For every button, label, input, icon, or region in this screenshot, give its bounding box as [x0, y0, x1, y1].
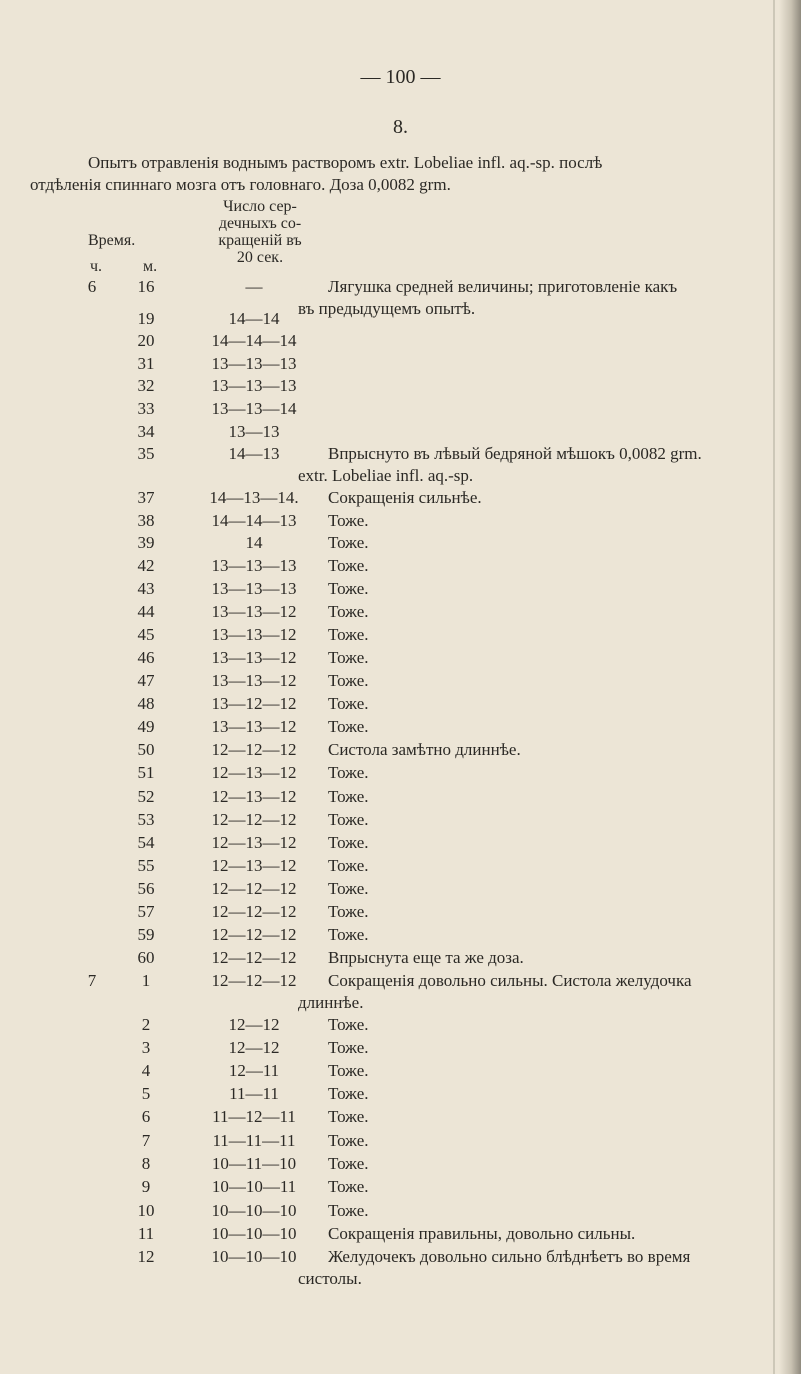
table-row [0, 832, 801, 854]
minute-cell: 10 [137, 1201, 155, 1220]
note-cell: Тоже. [328, 902, 369, 921]
minute-cell: 55 [137, 856, 155, 875]
contraction-count-cell: 13—13—12 [211, 625, 297, 644]
minute-cell: 39 [137, 533, 155, 552]
table-row [0, 1246, 801, 1268]
minute-cell: 31 [137, 354, 155, 373]
minute-cell: 12 [137, 1247, 155, 1266]
note-cell: Тоже. [328, 1061, 369, 1080]
note-cell: Тоже. [328, 625, 369, 644]
minute-cell: 38 [137, 511, 155, 530]
note-cell: Тоже. [328, 787, 369, 806]
contraction-count-cell: 12—13—12 [211, 856, 297, 875]
note-cell: Тоже. [328, 511, 369, 530]
table-row [0, 353, 801, 375]
header-hour: ч. [90, 258, 103, 275]
contraction-count-cell: 12—13—12 [211, 833, 297, 852]
note-cell: Лягушка средней величины; приготовленіе какъ [328, 277, 678, 296]
contraction-count-cell: 14—13 [228, 444, 280, 463]
table-row [0, 855, 801, 877]
minute-cell: 45 [137, 625, 155, 644]
table-row [0, 487, 801, 509]
minute-cell: 9 [141, 1177, 151, 1196]
contraction-count-cell: 14—14—14 [211, 331, 297, 350]
table-row [0, 947, 801, 969]
contraction-count-cell: 10—11—10 [211, 1154, 297, 1173]
note-cell: Тоже. [328, 1177, 369, 1196]
contraction-count-cell: 14 [245, 533, 263, 552]
minute-cell: 7 [141, 1131, 151, 1150]
contraction-count-cell: 10—10—10 [211, 1224, 297, 1243]
table-row [0, 1106, 801, 1128]
contraction-count-cell: 12—12—12 [211, 879, 297, 898]
table-row [0, 716, 801, 738]
contraction-count-cell: 13—13—13 [211, 579, 297, 598]
table-row [0, 739, 801, 761]
table-row [0, 398, 801, 420]
note-cell: Сокращенія правильны, довольно сильны. [328, 1224, 636, 1243]
table-row [0, 1153, 801, 1175]
table-row [0, 624, 801, 646]
minute-cell: 32 [137, 376, 155, 395]
minute-cell: 59 [137, 925, 155, 944]
contraction-count-cell: 12—12—12 [211, 902, 297, 921]
table-row [0, 1223, 801, 1245]
table-row [0, 375, 801, 397]
header-contractions-line: кращеній въ [218, 232, 302, 249]
note-cell: Тоже. [328, 533, 369, 552]
minute-cell: 11 [137, 1224, 155, 1243]
minute-cell: 60 [137, 948, 155, 967]
minute-cell: 19 [137, 309, 155, 328]
note-cell: Тоже. [328, 556, 369, 575]
minute-cell: 56 [137, 879, 155, 898]
table-row [0, 762, 801, 784]
header-contractions-line: 20 сек. [236, 249, 284, 266]
contraction-count-cell: 13—13—12 [211, 648, 297, 667]
hour-cell: 6 [87, 277, 97, 296]
contraction-count-cell: 13—13—13 [211, 354, 297, 373]
minute-cell: 57 [137, 902, 155, 921]
minute-cell: 20 [137, 331, 155, 350]
table-row [0, 1083, 801, 1105]
contraction-count-cell: 11—11—11 [212, 1131, 296, 1150]
contraction-count-cell: 13—13—12 [211, 671, 297, 690]
contraction-count-cell: 13—12—12 [211, 694, 297, 713]
note-cell: Тоже. [328, 833, 369, 852]
minute-cell: 35 [137, 444, 155, 463]
contraction-count-cell: 10—10—10 [211, 1247, 297, 1266]
contraction-count-cell: 12—12 [228, 1038, 280, 1057]
hour-cell: 7 [87, 971, 97, 990]
minute-cell: 4 [141, 1061, 151, 1080]
minute-cell: 8 [141, 1154, 151, 1173]
header-contractions-line: дечныхъ со- [218, 215, 302, 232]
table-row [0, 1130, 801, 1152]
minute-cell: 5 [141, 1084, 151, 1103]
note-cell: Тоже. [328, 879, 369, 898]
table-row [0, 330, 801, 352]
minute-cell: 48 [137, 694, 155, 713]
table-row [0, 578, 801, 600]
table-row [0, 878, 801, 900]
note-continuation: систолы. [298, 1269, 362, 1288]
contraction-count-cell: 14—13—14. [209, 488, 299, 507]
table-row [0, 308, 801, 330]
note-cell: Тоже. [328, 810, 369, 829]
note-cell: Систола замѣтно длиннѣе. [328, 740, 521, 759]
contraction-count-cell: 14—14 [228, 309, 280, 328]
note-cell: Тоже. [328, 925, 369, 944]
contraction-count-cell: 10—10—10 [211, 1201, 297, 1220]
table-row [0, 693, 801, 715]
minute-cell: 49 [137, 717, 155, 736]
note-cell: Тоже. [328, 1015, 369, 1034]
contraction-count-cell: 12—13—12 [211, 763, 297, 782]
minute-cell: 16 [137, 277, 155, 296]
minute-cell: 33 [137, 399, 155, 418]
note-continuation: въ предыдущемъ опытѣ. [298, 299, 476, 318]
minute-cell: 46 [137, 648, 155, 667]
contraction-count-cell: 12—13—12 [211, 787, 297, 806]
table-row [0, 647, 801, 669]
contraction-count-cell: 12—12—12 [211, 810, 297, 829]
minute-cell: 44 [137, 602, 155, 621]
note-cell: Тоже. [328, 1131, 369, 1150]
note-cell: Тоже. [328, 856, 369, 875]
minute-cell: 52 [137, 787, 155, 806]
contraction-count-cell: 12—12—12 [211, 948, 297, 967]
table-row [0, 924, 801, 946]
table-row [0, 1060, 801, 1082]
note-cell: Тоже. [328, 671, 369, 690]
page-number: — 100 — [360, 66, 441, 88]
header-contractions [204, 198, 316, 266]
table-row [0, 1176, 801, 1198]
intro-line-1: Опытъ отравленія воднымъ растворомъ extr. Lobeliae infl. aq.-sp. послѣ [88, 153, 603, 172]
table-row [0, 532, 801, 554]
contraction-count-cell: 13—13—13 [211, 556, 297, 575]
minute-cell: 43 [137, 579, 155, 598]
intro-line-2: отдѣленія спиннаго мозга отъ головнаго. Доза 0,0082 grm. [30, 175, 451, 194]
table-row [0, 670, 801, 692]
table-row [0, 601, 801, 623]
note-cell: Тоже. [328, 602, 369, 621]
note-cell: Желудочекъ довольно сильно блѣднѣетъ во время [328, 1247, 691, 1266]
minute-cell: 6 [141, 1107, 151, 1126]
note-cell: Сокращенія довольно сильны. Систола желудочка [328, 971, 692, 990]
note-cell: Сокращенія сильнѣе. [328, 488, 482, 507]
contraction-count-cell: 12—12—12 [211, 740, 297, 759]
note-cell: Тоже. [328, 1107, 369, 1126]
minute-cell: 53 [137, 810, 155, 829]
contraction-count-cell: 11—12—11 [212, 1107, 296, 1126]
note-cell: Тоже. [328, 1201, 369, 1220]
contraction-count-cell: 14—14—13 [211, 511, 297, 530]
contraction-count-cell: 12—12 [228, 1015, 280, 1034]
minute-cell: 1 [141, 971, 151, 990]
contraction-count-cell: 13—13—13 [211, 376, 297, 395]
table-row [0, 421, 801, 443]
note-cell: Тоже. [328, 1084, 369, 1103]
table-row [0, 1200, 801, 1222]
table-row [0, 443, 801, 465]
header-contractions-line: Число сер- [223, 198, 297, 215]
minute-cell: 34 [137, 422, 155, 441]
contraction-count-cell: 12—11 [228, 1061, 280, 1080]
table-row [0, 555, 801, 577]
table-row [0, 276, 801, 298]
table-row [0, 1014, 801, 1036]
contraction-count-cell: 12—12—12 [211, 971, 297, 990]
contraction-count-cell: — [245, 277, 263, 296]
note-cell: Впрыснуто въ лѣвый бедряной мѣшокъ 0,0082 grm. [328, 444, 702, 463]
minute-cell: 37 [137, 488, 155, 507]
note-cell: Тоже. [328, 763, 369, 782]
minute-cell: 2 [141, 1015, 151, 1034]
contraction-count-cell: 13—13—12 [211, 602, 297, 621]
table-row [0, 1037, 801, 1059]
table-row [0, 970, 801, 992]
header-minute: м. [143, 258, 158, 275]
minute-cell: 50 [137, 740, 155, 759]
contraction-count-cell: 13—13 [228, 422, 280, 441]
minute-cell: 51 [137, 763, 155, 782]
contraction-count-cell: 11—11 [229, 1084, 279, 1103]
note-cell: Тоже. [328, 1038, 369, 1057]
note-continuation: длиннѣе. [298, 993, 364, 1012]
note-cell: Тоже. [328, 694, 369, 713]
minute-cell: 47 [137, 671, 155, 690]
minute-cell: 42 [137, 556, 155, 575]
note-cell: Впрыснута еще та же доза. [328, 948, 524, 967]
minute-cell: 3 [141, 1038, 151, 1057]
note-cell: Тоже. [328, 717, 369, 736]
contraction-count-cell: 13—13—12 [211, 717, 297, 736]
table-row [0, 901, 801, 923]
note-continuation: extr. Lobeliae infl. aq.-sp. [298, 466, 474, 485]
table-row [0, 510, 801, 532]
minute-cell: 54 [137, 833, 155, 852]
section-number: 8. [393, 116, 408, 138]
table-row [0, 809, 801, 831]
header-time: Время. [88, 232, 136, 249]
note-cell: Тоже. [328, 579, 369, 598]
note-cell: Тоже. [328, 1154, 369, 1173]
note-cell: Тоже. [328, 648, 369, 667]
contraction-count-cell: 13—13—14 [211, 399, 297, 418]
contraction-count-cell: 12—12—12 [211, 925, 297, 944]
table-row [0, 786, 801, 808]
contraction-count-cell: 10—10—11 [211, 1177, 297, 1196]
